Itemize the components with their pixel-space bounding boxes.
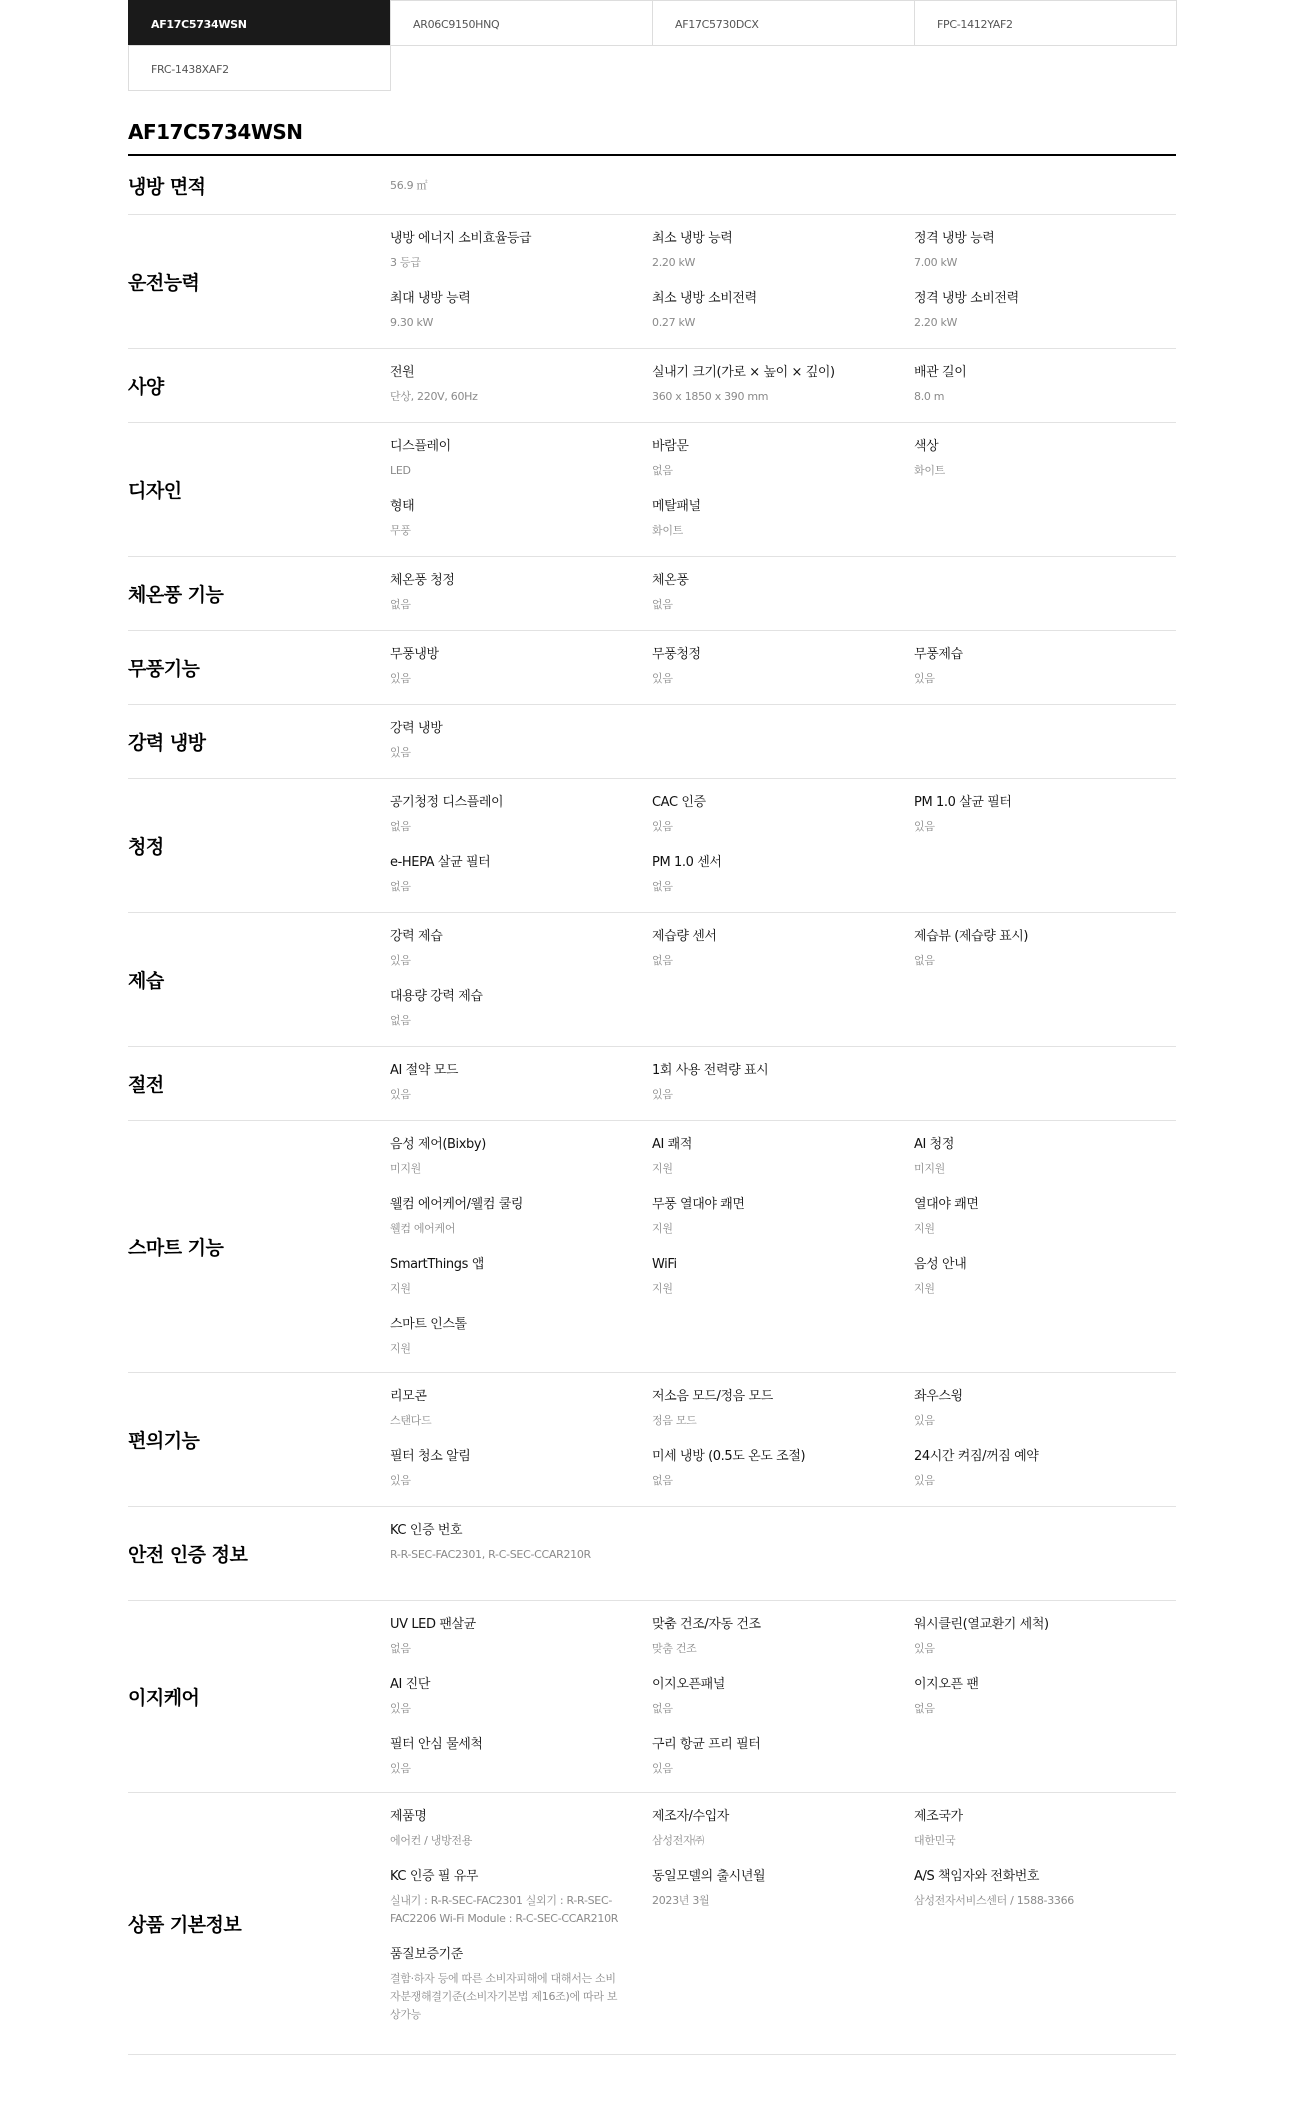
spec-value: 단상, 220V, 60Hz [390,390,478,403]
spec-item [914,793,1176,836]
spec-label: 최소 냉방 소비전력 [652,291,757,306]
spec-value: 지원 [652,1282,673,1295]
spec-section [128,1047,1176,1121]
spec-value: 360 x 1850 x 390 mm [652,390,769,403]
spec-label: UV LED 팬살균 [390,1617,476,1632]
spec-label: KC 인증 필 유무 [390,1869,479,1884]
spec-label: 24시간 켜짐/꺼짐 예약 [914,1449,1039,1464]
spec-item [390,987,652,1030]
spec-item [652,1061,914,1104]
spec-value: 무풍 [390,524,411,537]
spec-label: 실내기 크기(가로 × 높이 × 깊이) [652,365,835,380]
spec-grid [390,215,1176,348]
spec-label: 열대야 쾌면 [914,1197,979,1212]
spec-item [652,927,914,970]
model-tab-3[interactable]: FPC-1412YAF2 [914,0,1177,46]
spec-value: 있음 [914,1642,935,1655]
spec-label: 제습량 센서 [652,929,717,944]
model-tabs [128,0,1176,90]
spec-value: 정음 모드 [652,1414,697,1427]
spec-item [652,645,914,688]
spec-item [652,1867,914,1928]
model-tab-4[interactable]: FRC-1438XAF2 [128,45,391,91]
spec-item [390,853,652,896]
spec-label: 냉방 에너지 소비효율등급 [390,231,532,246]
spec-value: 없음 [390,598,411,611]
spec-section [128,423,1176,557]
spec-item [914,1675,1176,1718]
spec-value: 결함·하자 등에 따른 소비자피해에 대해서는 소비자분쟁해결기준(소비자기본법 제16조)에 따라 보상가능 [390,1972,618,2021]
spec-grid [390,705,1176,778]
spec-value: 화이트 [914,464,945,477]
spec-value: 에어컨 / 냉방전용 [390,1834,473,1847]
spec-label: 이지오픈패널 [652,1677,725,1692]
section-title: 체온풍 기능 [128,584,224,606]
spec-label: PM 1.0 센서 [652,855,722,870]
spec-value: 있음 [652,1088,673,1101]
spec-sections [128,215,1176,2055]
spec-item [390,927,652,970]
spec-value: 있음 [652,1762,673,1775]
spec-label: WiFi [652,1257,677,1272]
spec-value: 없음 [652,598,673,611]
spec-value: 0.27 kW [652,316,696,329]
spec-item [390,571,652,614]
spec-item [390,1867,652,1928]
spec-item [914,363,1176,406]
spec-grid [390,913,1176,1046]
spec-value: 없음 [390,820,411,833]
spec-value: 없음 [390,880,411,893]
spec-grid [390,631,1176,704]
spec-label: 색상 [914,439,939,454]
spec-value: 8.0 m [914,390,945,403]
spec-label: 무풍제습 [914,647,963,662]
spec-item [390,1315,652,1358]
section-title: 청정 [128,836,164,858]
spec-item [652,1135,914,1178]
spec-section [128,1373,1176,1507]
cooling-area-value: 56.9 ㎡ [390,179,428,192]
spec-item [652,793,914,836]
spec-label: 음성 제어(Bixby) [390,1137,486,1152]
spec-value: 없음 [652,954,673,967]
spec-label: 최대 냉방 능력 [390,291,471,306]
spec-item [914,645,1176,688]
spec-value: 9.30 kW [390,316,434,329]
spec-value: 지원 [390,1282,411,1295]
spec-value: 대한민국 [914,1834,956,1847]
spec-value: 있음 [390,1702,411,1715]
spec-item [914,1615,1176,1658]
spec-item [652,1447,914,1490]
spec-item [914,1867,1176,1928]
spec-label: PM 1.0 살균 필터 [914,795,1012,810]
spec-item [652,437,914,480]
spec-label: AI 청정 [914,1137,954,1152]
spec-item [652,1675,914,1718]
spec-label: 스마트 인스톨 [390,1317,467,1332]
spec-label: AI 쾌적 [652,1137,692,1152]
spec-section [128,1601,1176,1793]
spec-label: 제조국가 [914,1809,963,1824]
spec-item [652,1255,914,1298]
spec-item [390,1195,652,1238]
spec-label: 최소 냉방 능력 [652,231,733,246]
spec-item [914,1387,1176,1430]
spec-label: 바람문 [652,439,689,454]
spec-value: 삼성전자서비스센터 / 1588-3366 [914,1894,1074,1907]
spec-item [390,1521,652,1568]
spec-item [390,289,652,332]
section-title: 상품 기본정보 [128,1914,242,1936]
spec-label: 1회 사용 전력량 표시 [652,1063,769,1078]
spec-item [652,1615,914,1658]
spec-grid [390,557,1176,630]
spec-value: 실내기 : R-R-SEC-FAC2301 실외기 : R-R-SEC-FAC2206 Wi-Fi Module : R-C-SEC-CCAR210R [390,1894,619,1925]
spec-section [128,779,1176,913]
model-tab-2[interactable]: AF17C5730DCX [652,0,915,46]
section-title: 스마트 기능 [128,1237,224,1259]
section-title: 무풍기능 [128,658,200,680]
spec-item [390,363,652,406]
spec-label: 품질보증기준 [390,1947,463,1962]
spec-item [652,289,914,332]
spec-grid [390,1047,1176,1120]
spec-item [914,1195,1176,1238]
section-title: 절전 [128,1074,164,1096]
spec-item [652,1387,914,1430]
section-title: 운전능력 [128,272,200,294]
spec-value: 웰컴 에어케어 [390,1222,456,1235]
spec-grid [390,779,1176,912]
spec-item [390,1387,652,1430]
spec-value: 7.00 kW [914,256,958,269]
section-title: 제습 [128,970,164,992]
spec-value: 2023년 3월 [652,1894,710,1907]
spec-label: CAC 인증 [652,795,706,810]
spec-section [128,1507,1176,1601]
section-title: 편의기능 [128,1430,200,1452]
spec-value: 없음 [914,1702,935,1715]
spec-label: 정격 냉방 소비전력 [914,291,1019,306]
spec-value: R-R-SEC-FAC2301, R-C-SEC-CCAR210R [390,1548,591,1561]
spec-value: 있음 [652,672,673,685]
spec-section [128,557,1176,631]
spec-label: 체온풍 청정 [390,573,455,588]
spec-item [914,1807,1176,1850]
spec-label: 공기청정 디스플레이 [390,795,504,810]
spec-label: 이지오픈 팬 [914,1677,979,1692]
spec-value: 맞춤 건조 [652,1642,697,1655]
spec-item [390,1615,652,1658]
spec-label: AI 절약 모드 [390,1063,459,1078]
spec-item [914,229,1176,272]
spec-item [390,1447,652,1490]
spec-item [390,793,652,836]
model-tab-0[interactable]: AF17C5734WSN [128,0,391,46]
spec-label: 대용량 강력 제습 [390,989,483,1004]
spec-value: 지원 [914,1222,935,1235]
spec-value: 없음 [652,1474,673,1487]
spec-item [390,497,652,540]
spec-label: 구리 항균 프리 필터 [652,1737,761,1752]
spec-value: 있음 [914,672,935,685]
spec-value: 미지원 [914,1162,945,1175]
spec-label: 형태 [390,499,415,514]
spec-label: 무풍냉방 [390,647,439,662]
spec-value: 있음 [390,672,411,685]
spec-grid [390,1373,1176,1506]
spec-label: 저소음 모드/정음 모드 [652,1389,773,1404]
spec-item [652,363,914,406]
spec-value: 지원 [390,1342,411,1355]
spec-value: 있음 [390,1474,411,1487]
section-title: 사양 [128,376,164,398]
spec-item [652,497,914,540]
spec-label: 필터 안심 물세척 [390,1737,483,1752]
spec-item [390,1135,652,1178]
spec-label: 무풍 열대야 쾌면 [652,1197,745,1212]
section-title: 이지케어 [128,1687,200,1709]
spec-grid [390,1121,1176,1372]
spec-item [390,719,652,762]
spec-label: A/S 책임자와 전화번호 [914,1869,1040,1884]
spec-section [128,705,1176,779]
spec-label: 필터 청소 알림 [390,1449,471,1464]
spec-item [390,1061,652,1104]
spec-label: 워시클린(열교환기 세척) [914,1617,1049,1632]
spec-value: 화이트 [652,524,683,537]
spec-compare-panel [128,0,1176,2055]
spec-label: 제습뷰 (제습량 표시) [914,929,1029,944]
spec-value: 없음 [914,954,935,967]
spec-label: 미세 냉방 (0.5도 온도 조절) [652,1449,806,1464]
spec-value: 3 등급 [390,256,421,269]
spec-label: 메탈패널 [652,499,701,514]
spec-value: 있음 [390,954,411,967]
spec-value: 있음 [390,746,411,759]
spec-value: 있음 [914,1414,935,1427]
spec-value: 2.20 kW [914,316,958,329]
spec-value: 없음 [652,880,673,893]
spec-label: 리모콘 [390,1389,427,1404]
spec-item [652,229,914,272]
spec-item [652,571,914,614]
spec-value: 없음 [652,464,673,477]
spec-section [128,1793,1176,2055]
spec-item [914,437,1176,480]
spec-item [914,1135,1176,1178]
spec-value: 삼성전자㈜ [652,1834,705,1847]
spec-label: SmartThings 앱 [390,1257,484,1272]
model-title: AF17C5734WSN [128,120,1176,156]
spec-item [390,1945,652,2024]
spec-item [390,1675,652,1718]
section-title: 냉방 면적 [128,175,206,198]
spec-label: 강력 제습 [390,929,443,944]
spec-label: 전원 [390,365,415,380]
spec-grid [390,423,1176,556]
spec-grid [390,1601,1176,1792]
spec-value: 없음 [652,1702,673,1715]
spec-label: 제조자/수입자 [652,1809,729,1824]
spec-value: 미지원 [390,1162,421,1175]
model-tab-1[interactable]: AR06C9150HNQ [390,0,653,46]
spec-label: 배관 길이 [914,365,967,380]
spec-section [128,215,1176,349]
spec-item [652,853,914,896]
spec-value: 지원 [652,1222,673,1235]
spec-label: 동일모델의 출시년월 [652,1869,766,1884]
spec-value: 있음 [390,1088,411,1101]
spec-item [652,1735,914,1778]
section-title: 강력 냉방 [128,732,206,754]
spec-value: 없음 [390,1642,411,1655]
spec-grid [390,349,1176,422]
spec-value: 2.20 kW [652,256,696,269]
spec-value: 스탠다드 [390,1414,432,1427]
spec-value: 지원 [914,1282,935,1295]
spec-item [652,1195,914,1238]
spec-item [390,1255,652,1298]
spec-label: 정격 냉방 능력 [914,231,995,246]
spec-value: LED [390,464,411,477]
spec-label: 음성 안내 [914,1257,967,1272]
spec-item [914,289,1176,332]
spec-item [914,1447,1176,1490]
spec-item [390,1735,652,1778]
spec-item [914,927,1176,970]
spec-section [128,913,1176,1047]
spec-label: AI 진단 [390,1677,430,1692]
section-title: 디자인 [128,480,182,502]
spec-value: 없음 [390,1014,411,1027]
spec-value: 지원 [652,1162,673,1175]
spec-value: 있음 [390,1762,411,1775]
spec-label: 제품명 [390,1809,427,1824]
spec-value: 있음 [652,820,673,833]
spec-item [390,229,652,272]
spec-item [390,645,652,688]
spec-section [128,631,1176,705]
spec-item [390,437,652,480]
spec-section-cooling-area [128,156,1176,215]
spec-label: 강력 냉방 [390,721,443,736]
spec-label: 체온풍 [652,573,689,588]
spec-label: KC 인증 번호 [390,1523,463,1538]
spec-value: 있음 [914,820,935,833]
spec-label: 좌우스윙 [914,1389,963,1404]
spec-item [652,1807,914,1850]
section-title: 안전 인증 정보 [128,1544,248,1566]
spec-label: 디스플레이 [390,439,451,454]
spec-section [128,349,1176,423]
spec-label: e-HEPA 살균 필터 [390,855,491,870]
spec-grid [390,1507,1176,1600]
spec-grid [390,1793,1176,2054]
spec-item [390,1807,652,1850]
spec-label: 웰컴 에어케어/웰컴 쿨링 [390,1197,524,1212]
spec-item [914,1255,1176,1298]
spec-label: 무풍청정 [652,647,701,662]
spec-label: 맞춤 건조/자동 건조 [652,1617,761,1632]
spec-section [128,1121,1176,1373]
spec-value: 있음 [914,1474,935,1487]
